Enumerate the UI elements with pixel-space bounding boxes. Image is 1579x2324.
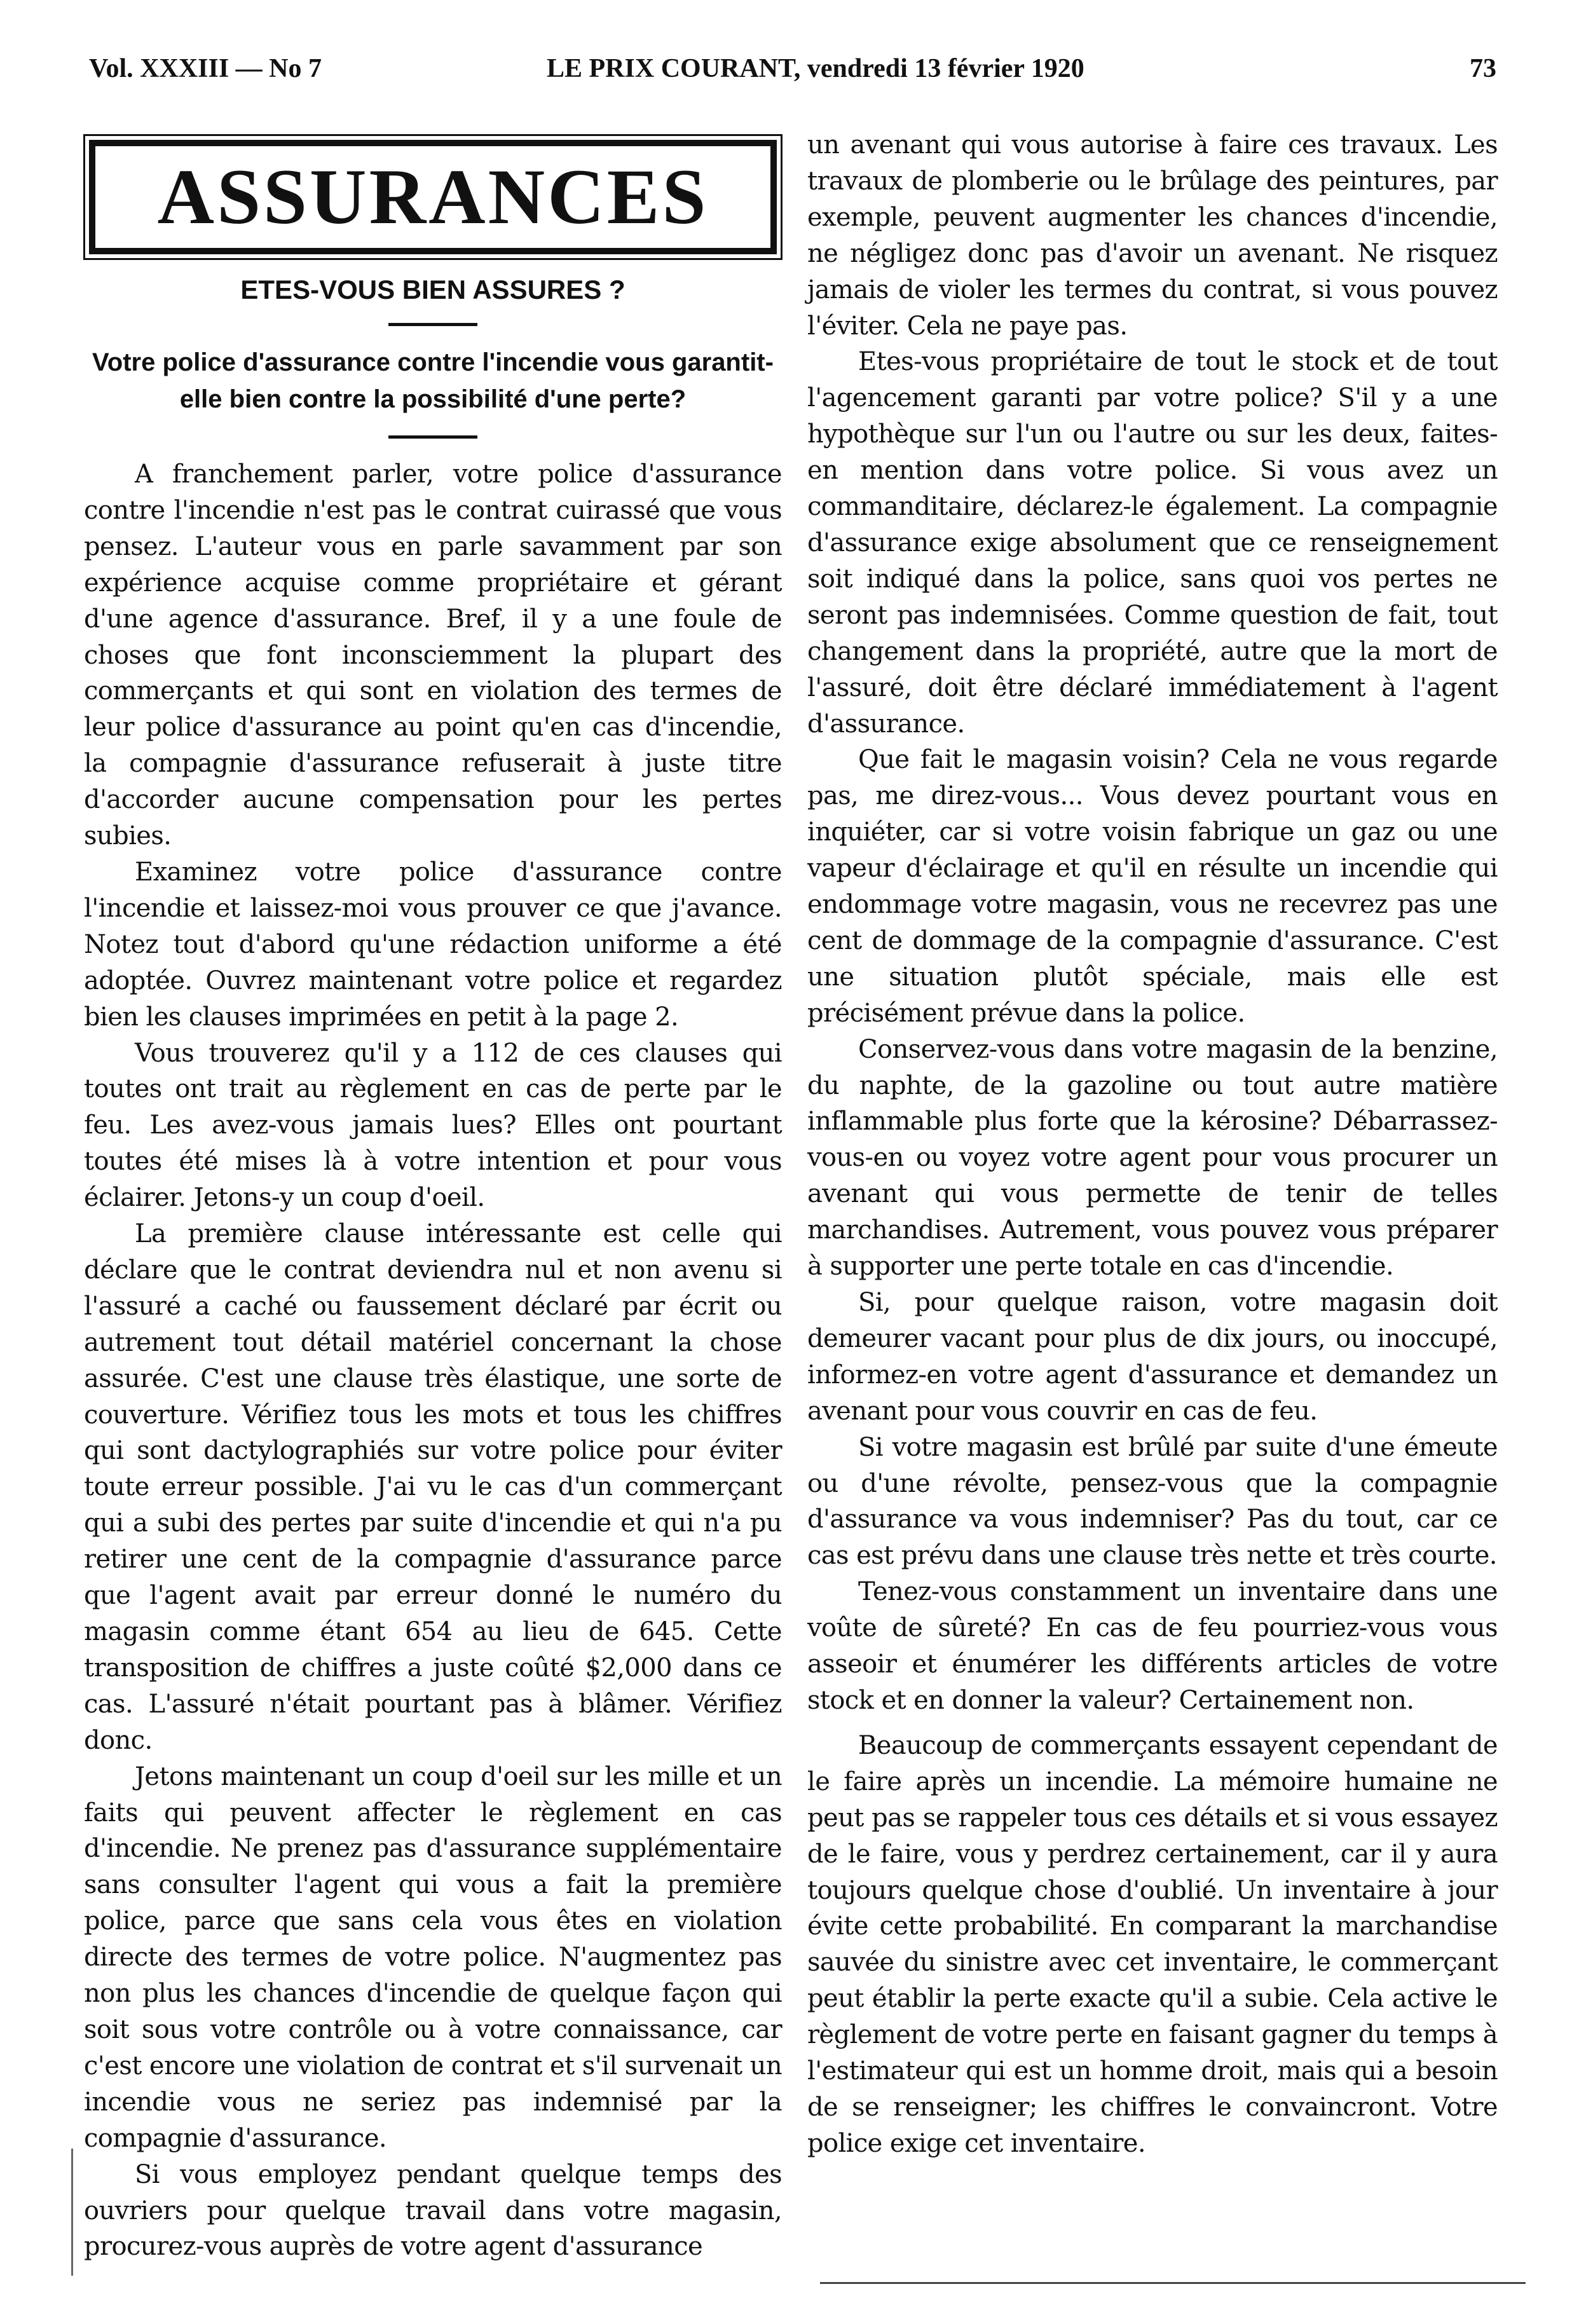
page-number: 73 <box>1470 54 1496 83</box>
divider <box>388 323 477 326</box>
scan-margin-line <box>71 2149 73 2276</box>
page-header <box>76 44 1496 95</box>
paragraph: Si, pour quelque raison, votre magasin doit demeurer vacant pour plus de dix jours, ou inoccupé, informez-en votre agent d'assurance et demandez un avenant pour vous couvrir en cas de feu. <box>807 1288 1498 1426</box>
paragraph: Tenez-vous constamment un inventaire dans une voûte de sûreté? En cas de feu pourriez-vous vous asseoir et énumérer les différents articles de votre stock et en donner la valeur? Certainement non. <box>807 1577 1498 1715</box>
paragraph: Que fait le magasin voisin? Cela ne vous regarde pas, me direz-vous... Vous devez pourtant vous en inquiéter, car si votre voisin fabrique un gaz ou une vapeur d'éclairage et qu'il en résulte un incendie qui endommage votre magasin, vous ne recevrez pas une cent de dommage de la compagnie d'assurance. C'est une situation plutôt spéciale, mais elle est précisément prévue dans la police. <box>807 745 1498 1028</box>
right-column <box>807 127 1498 2162</box>
article-lede: Votre police d'assurance contre l'incendie vous garantit-elle bien contre la possibilité d'une perte? <box>92 348 774 413</box>
volume-number: Vol. XXXIII — No 7 <box>89 54 322 83</box>
section-title-box <box>89 140 777 254</box>
divider <box>388 435 477 439</box>
paragraph: Jetons maintenant un coup d'oeil sur les mille et un faits qui peuvent affecter le règlement en cas d'incendie. Ne prenez pas d'assurance supplémentaire sans consulter l'agent qui vous a fait la première police, parce que sans cela vous êtes en violation directe des termes de votre police. N'augmentez pas non plus les chances d'incendie de quelque façon qui soit sous votre contrôle ou à votre connaissance, car c'est encore une violation de contrat et s'il survenait un incendie vous ne seriez pas indemnisé par la compagnie d'assurance. <box>84 1761 782 2153</box>
article-headline: ETES-VOUS BIEN ASSURES ? <box>240 275 625 304</box>
paragraph: Si votre magasin est brûlé par suite d'une émeute ou d'une révolte, pensez-vous que la compagnie d'assurance va vous indemniser? Pas du tout, car ce cas est prévu dans une clause très nette et très courte. <box>807 1432 1498 1571</box>
paragraph: Etes-vous propriétaire de tout le stock et de tout l'agencement garanti par votre police? S'il y a une hypothèque sur l'un ou l'autre ou sur les deux, faites-en mention dans votre police. Si vous avez un commanditaire, déclarez-le également. La compagnie d'assurance exige absolument que ce renseignement soit indiqué dans la police, sans quoi vos pertes ne seront pas indemnisées. Comme question de fait, tout changement dans la propriété, autre que la mort de l'assuré, doit être déclaré immédiatement à l'agent d'assurance. <box>807 347 1498 739</box>
scan-bottom-line <box>820 2282 1526 2284</box>
left-column <box>84 127 782 2265</box>
paragraph: Beaucoup de commerçants essayent cependant de le faire après un incendie. La mémoire humaine ne peut pas se rappeler tous ces détails et si vous essayez de le faire, vous y perdrez certainement, car il y aura toujours quelque chose d'oublié. Un inventaire à jour évite cette probabilité. En comparant la marchandise sauvée du sinistre avec cet inventaire, le commerçant peut établir la perte exacte qu'il a subie. Cela active le règlement de votre perte en faisant gagner du temps à l'estimateur qui est un homme droit, mais qui a besoin de se renseigner; les chiffres le convaincront. Votre police exige cet inventaire. <box>807 1730 1498 2158</box>
paragraph: Examinez votre police d'assurance contre l'incendie et laissez-moi vous prouver ce que j'avance. Notez tout d'abord qu'une rédaction uniforme a été adoptée. Ouvrez maintenant votre police et regardez bien les clauses imprimées en petit à la page 2. <box>84 857 782 1032</box>
paragraph: La première clause intéressante est celle qui déclare que le contrat deviendra nul et non avenu si l'assuré a caché ou faussement déclaré par écrit ou autrement tout détail matériel concernant la chose assurée. C'est une clause très élastique, une sorte de couverture. Vérifiez tous les mots et tous les chiffres qui sont dactylographiés sur votre police pour éviter toute erreur possible. J'ai vu le cas d'un commerçant qui a subi des pertes par suite d'incendie et qui n'a pu retirer une cent de la compagnie d'assurance parce que l'agent avait par erreur donné le numéro du magasin comme étant 654 au lieu de 645. Cette transposition de chiffres a juste coûté $2,000 dans ce cas. L'assuré n'était pourtant pas à blâmer. Vérifiez donc. <box>84 1219 782 1755</box>
section-title: ASSURANCES <box>157 153 709 240</box>
paragraph: Vous trouverez qu'il y a 112 de ces clauses qui toutes ont trait au règlement en cas de perte par le feu. Les avez-vous jamais lues? Elles ont pourtant toutes été mises là à votre intention et pour vous éclairer. Jetons-y un coup d'oeil. <box>84 1038 782 1213</box>
paragraph: Si vous employez pendant quelque temps des ouvriers pour quelque travail dans votre magasin, procurez-vous auprès de votre agent d'assurance <box>84 2159 782 2262</box>
paragraph: un avenant qui vous autorise à faire ces travaux. Les travaux de plomberie ou le brûlage des peintures, par exemple, peuvent augmenter les chances d'incendie, ne négligez donc pas d'avoir un avenant. Ne risquez jamais de violer les termes du contrat, si vous pouvez l'éviter. Cela ne paye pas. <box>807 130 1498 341</box>
paragraph: Conservez-vous dans votre magasin de la benzine, du naphte, de la gazoline ou tout autre matière inflammable plus forte que la kérosine? Débarrassez-vous-en ou voyez votre agent pour vous procurer un avenant qui vous permette de tenir de telles marchandises. Autrement, vous pouvez vous préparer à supporter une perte totale en cas d'incendie. <box>807 1034 1498 1282</box>
paragraph: A franchement parler, votre police d'assurance contre l'incendie n'est pas le contrat cuirassé que vous pensez. L'auteur vous en parle savamment par son expérience acquise comme propriétaire et gérant d'une agence d'assurance. Bref, il y a une foule de choses que font inconsciemment la plupart des commerçants et qui sont en violation des termes de leur police d'assurance au point qu'en cas d'incendie, la compagnie d'assurance refuserait à juste titre d'accorder aucune compensation pour les pertes subies. <box>84 460 782 851</box>
publication-title: LE PRIX COURANT, vendredi 13 février 1920 <box>547 54 1084 83</box>
